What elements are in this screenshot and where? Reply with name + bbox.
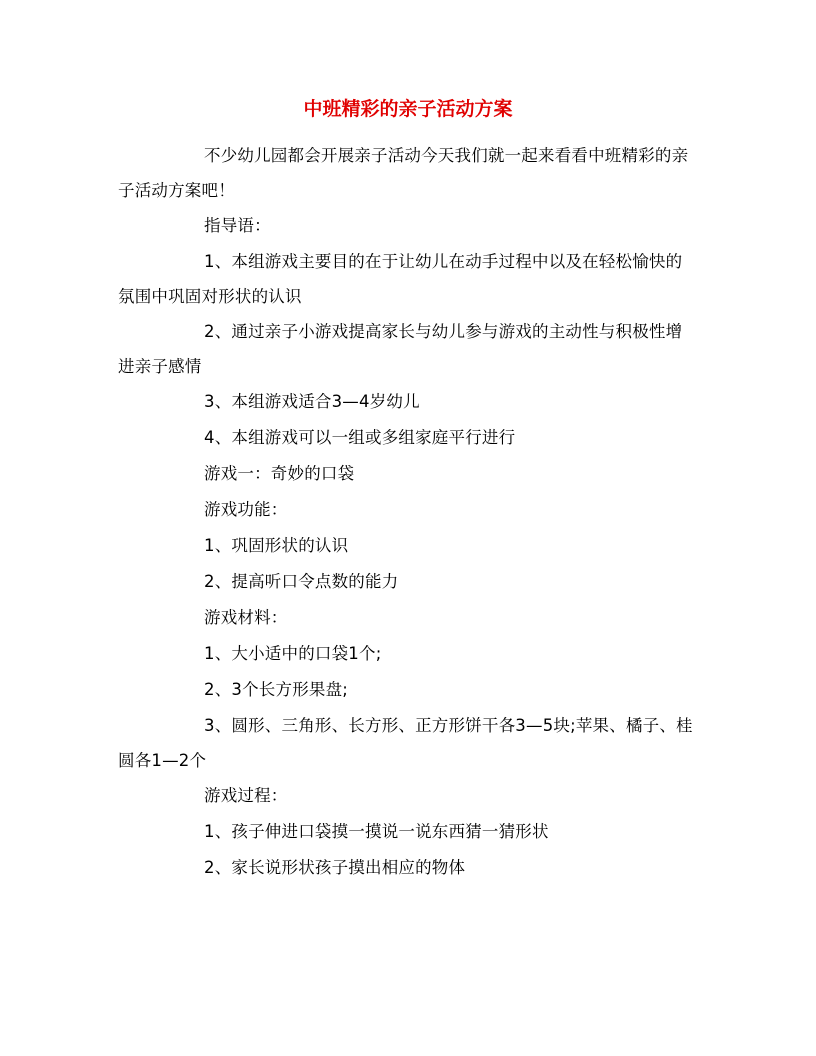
materials-heading: 游戏材料：	[204, 608, 288, 627]
guide-item-2: 2、通过亲子小游戏提高家长与幼儿参与游戏的主动性与积极性增进亲子感情	[118, 322, 683, 376]
function-item-1: 1、巩固形状的认识	[204, 536, 349, 555]
material-item-1: 1、大小适中的口袋1个;	[204, 644, 382, 663]
process-item-2: 2、家长说形状孩子摸出相应的物体	[204, 858, 466, 877]
document-title: 中班精彩的亲子活动方案	[303, 98, 513, 120]
process-heading: 游戏过程：	[204, 786, 288, 805]
document-body	[118, 138, 698, 886]
game-function-heading: 游戏功能：	[204, 500, 288, 519]
guide-item-3: 3、本组游戏适合3—4岁幼儿	[204, 392, 420, 411]
game-one-heading: 游戏一：奇妙的口袋	[204, 464, 355, 483]
guide-heading: 指导语：	[204, 216, 271, 235]
material-item-2: 2、3个长方形果盘;	[204, 680, 349, 699]
intro-paragraph: 不少幼儿园都会开展亲子活动今天我们就一起来看看中班精彩的亲子活动方案吧！	[118, 146, 689, 200]
guide-item-4: 4、本组游戏可以一组或多组家庭平行进行	[204, 428, 516, 447]
material-item-3: 3、圆形、三角形、长方形、正方形饼干各3—5块;苹果、橘子、桂圆各1—2个	[118, 716, 693, 770]
guide-item-1: 1、本组游戏主要目的在于让幼儿在动手过程中以及在轻松愉快的氛围中巩固对形状的认识	[118, 252, 683, 306]
function-item-2: 2、提高听口令点数的能力	[204, 572, 399, 591]
process-item-1: 1、孩子伸进口袋摸一摸说一说东西猜一猜形状	[204, 822, 549, 841]
